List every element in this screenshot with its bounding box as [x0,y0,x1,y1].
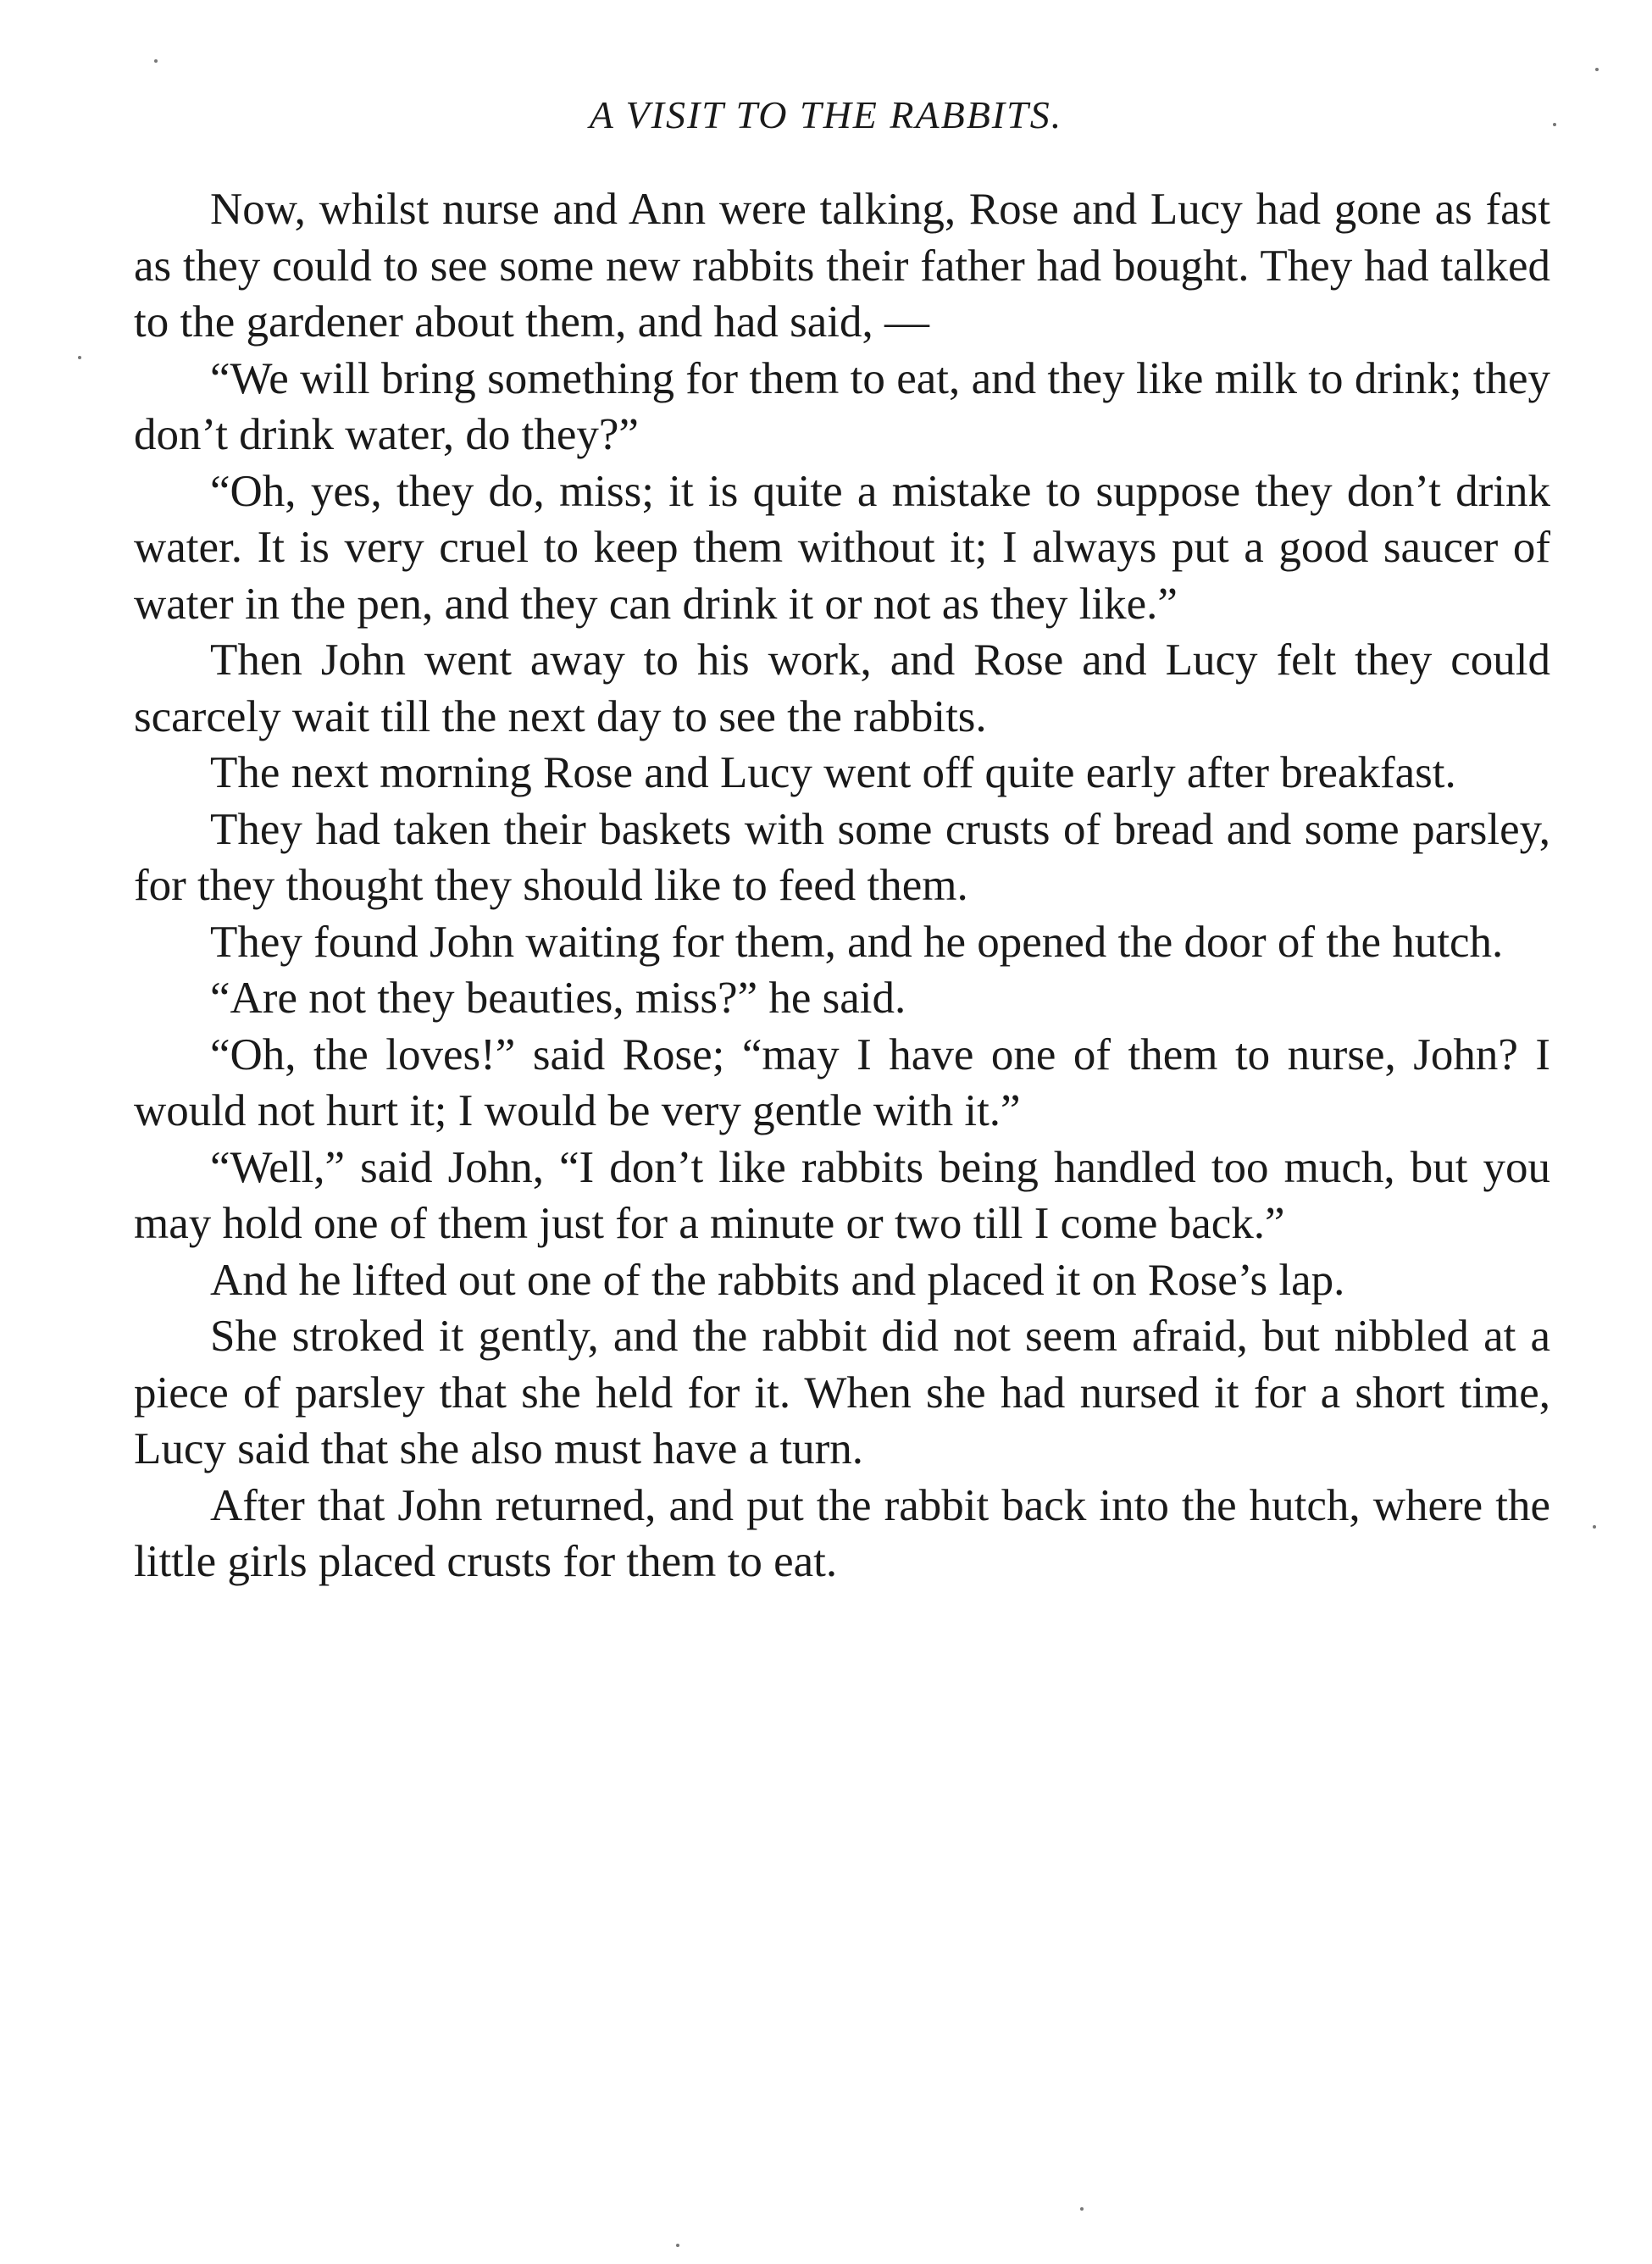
paragraph: She stroked it gently, and the rabbit did not seem afraid, but nibbled at a piece of parsley that she held for it. When she had nursed it for a short time, Lucy said that she also must have a turn. [134,1312,1550,1473]
paragraph: They found John waiting for them, and he opened the door of the hutch. [210,917,1504,967]
scan-speck [1593,1525,1596,1529]
scan-speck [78,356,81,359]
paragraph: And he lifted out one of the rabbits and placed it on Rose’s lap. [210,1255,1345,1305]
scan-speck [676,2244,679,2247]
paragraph: “Oh, yes, they do, miss; it is quite a mistake to suppose they don’t drink water. It is very cruel to keep them without it; I always put a good saucer of water in the pen, and they can drink it or not as they like.” [134,466,1550,629]
scan-speck [1553,123,1556,126]
paragraph: “Well,” said John, “I don’t like rabbits being handled too much, but you may hold one of them just for a minute or two till I come back.” [134,1142,1550,1248]
paragraph: “Oh, the loves!” said Rose; “may I have one of them to nurse, John? I would not hurt it; I would be very gentle with it.” [134,1029,1550,1135]
paragraph: “Are not they beauties, miss?” he said. [210,974,906,1023]
scan-speck [1080,2207,1084,2211]
scan-speck [1595,68,1599,71]
paragraph: The next morning Rose and Lucy went off quite early after breakfast. [210,748,1456,797]
paragraph: Then John went away to his work, and Rose and Lucy felt they could scarcely wait till the next day to see the rabbits. [134,635,1550,741]
running-head: A VISIT TO THE RABBITS. [589,93,1063,136]
body-text [134,181,1550,1590]
paragraph: Now, whilst nurse and Ann were talking, Rose and Lucy had gone as fast as they could to see some new rabbits their father had bought. They had talked to the gardener about them, and had said, — [134,185,1550,347]
paragraph: “We will bring something for them to eat, and they like milk to drink; they don’t drink water, do they?” [134,353,1550,459]
paragraph: After that John returned, and put the rabbit back into the hutch, where the little girls placed crusts for them to eat. [134,1480,1550,1586]
paragraph: They had taken their baskets with some crusts of bread and some parsley, for they thought they should like to feed them. [134,804,1550,910]
scan-speck [154,59,158,63]
